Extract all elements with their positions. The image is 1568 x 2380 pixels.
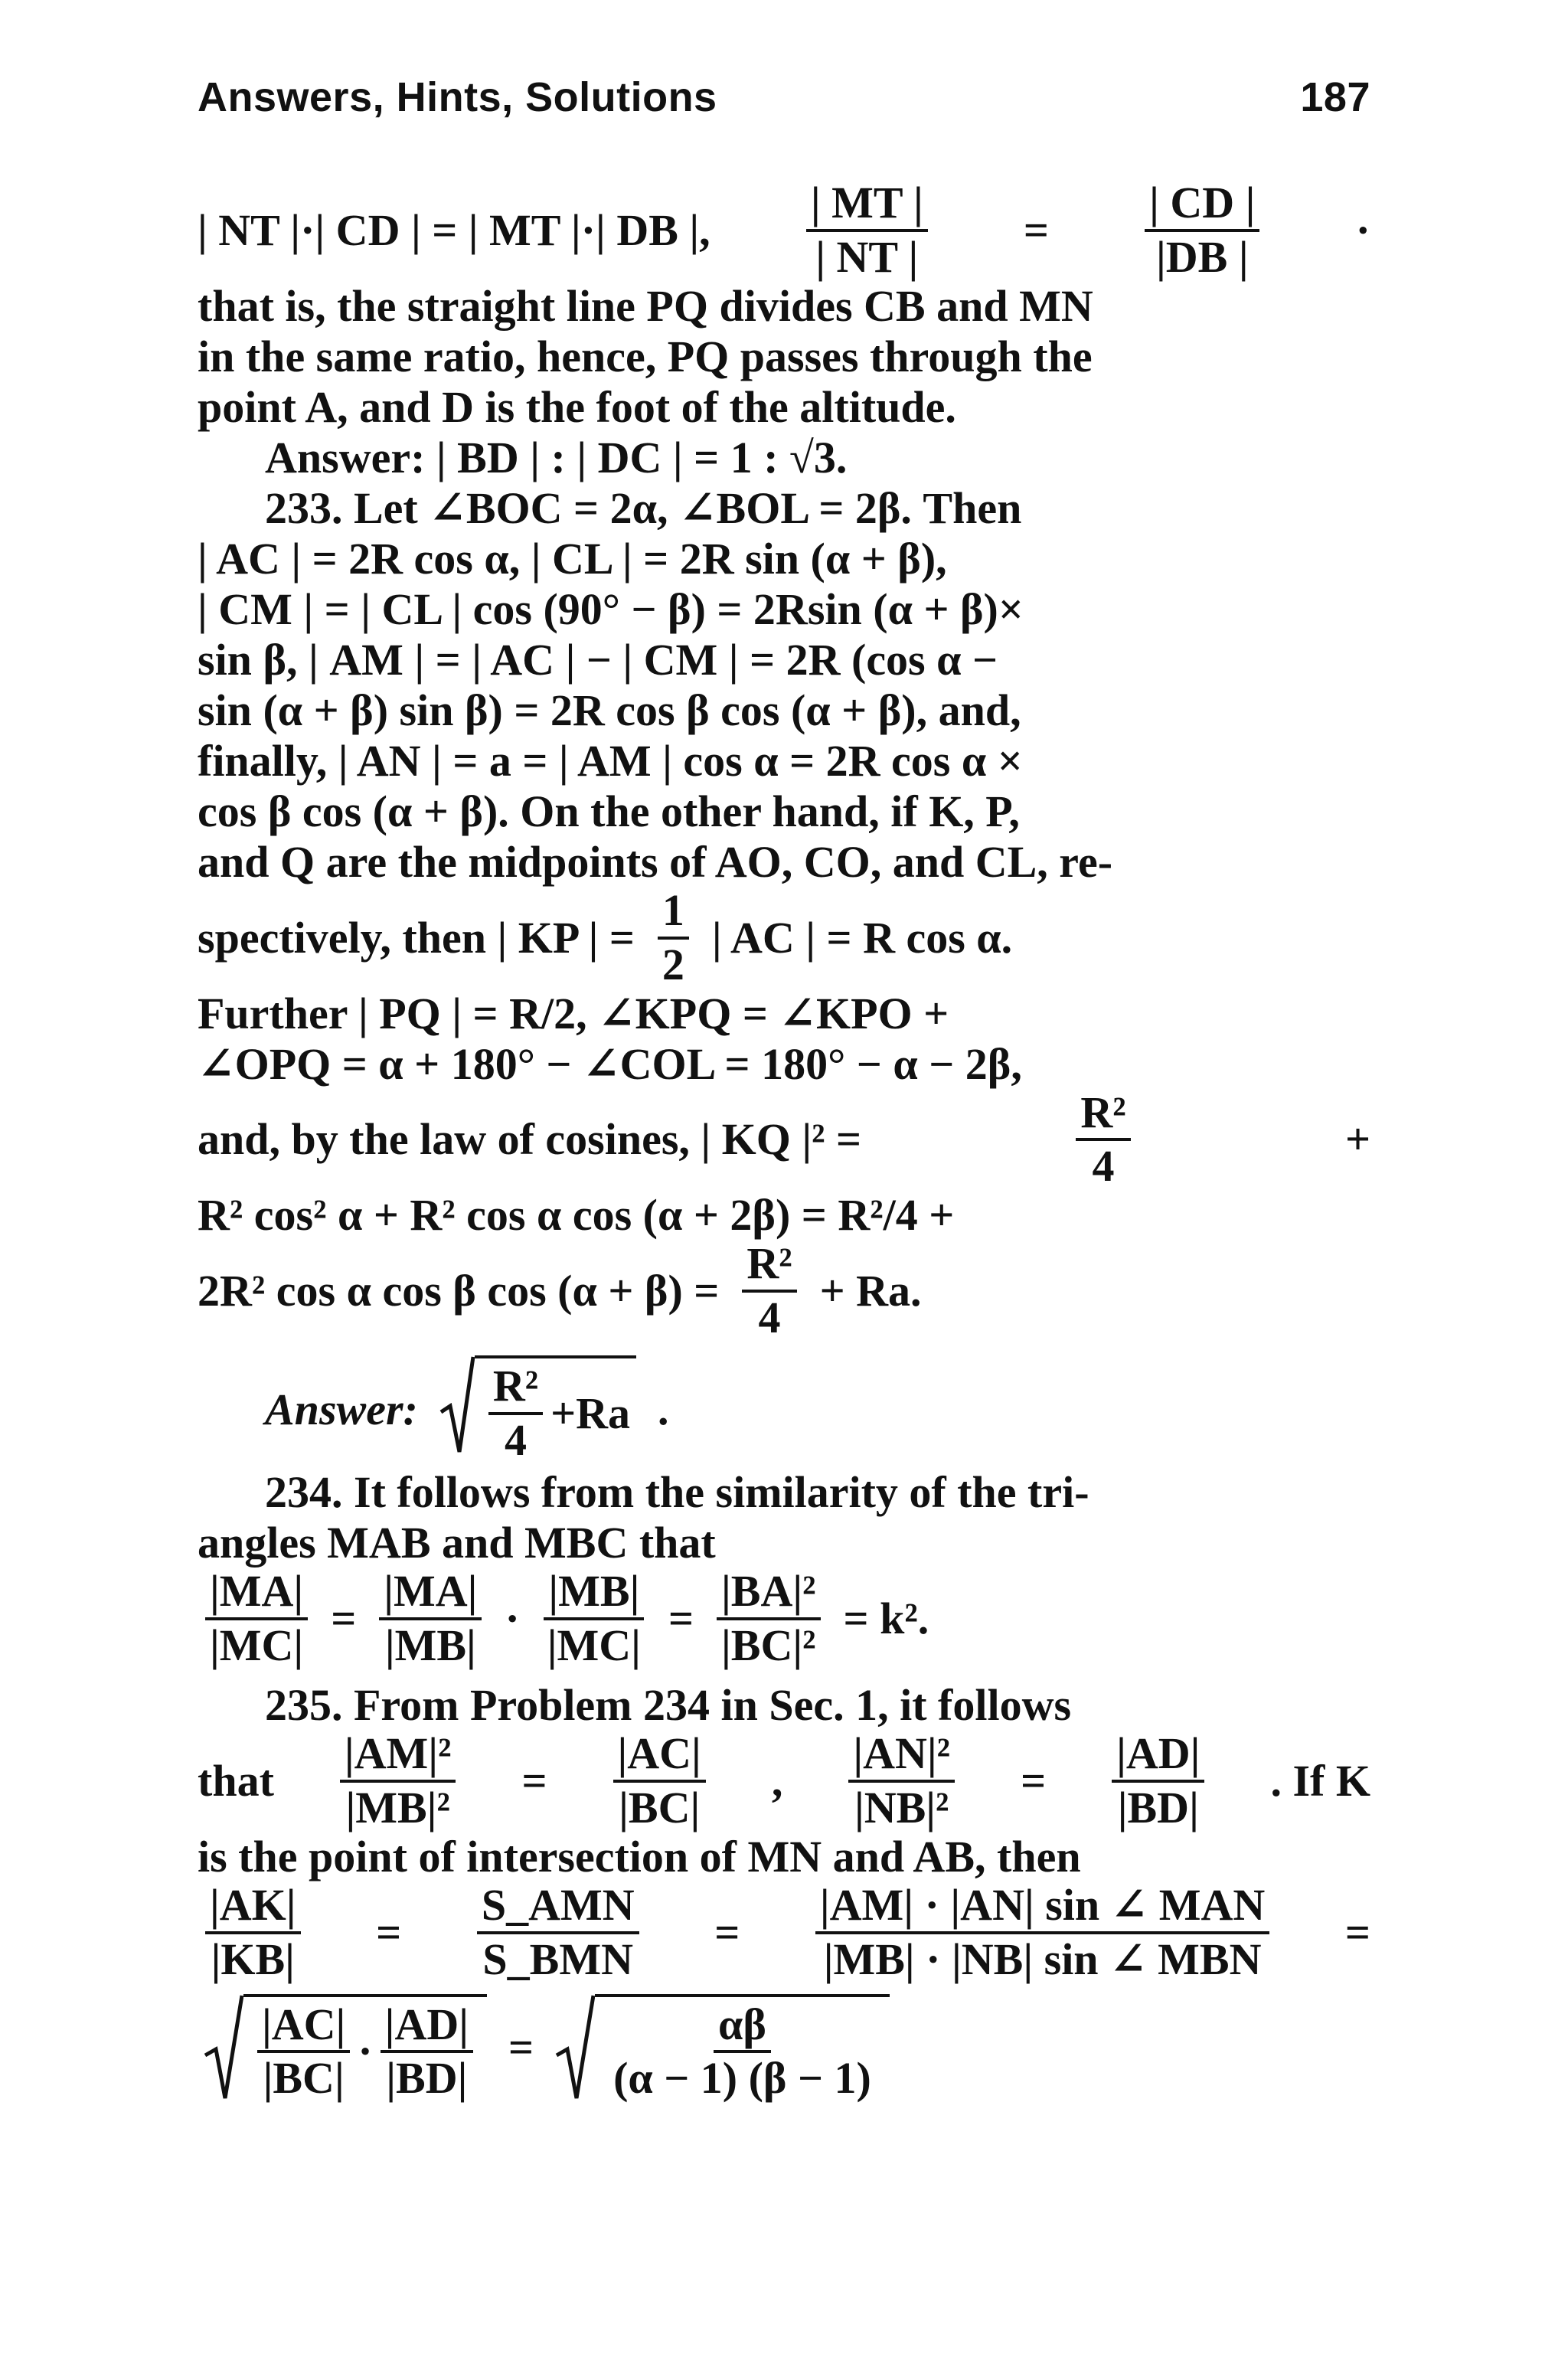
text-line: ∠OPQ = α + 180° − ∠COL = 180° − α − 2β, [198,1038,1022,1089]
line-law-of-cosines: and, by the law of cosines, | KQ |² = $\frac{\text{R²}}{4}$ + [198,1087,1370,1192]
running-header [198,74,1370,121]
text-line: cos β cos (α + β). On the other hand, if K, P, [198,786,1020,836]
text-line: Further | PQ | = R/2, ∠KPQ = ∠KPO + [198,988,949,1038]
fraction-r2-4: $\frac{\text{R²}}{4}$ [742,1241,796,1342]
answer-233: Answer: $\frac{\text{R²}}{4}$ +Ra . [198,1352,1370,1467]
text-line: point A, and D is the foot of the altitude. [198,381,956,432]
line-area-ratio: $\frac{|AK|}{|KB|}$ = $\frac{\text{S\_AMN}}{\text{S\_BMN}}$ = $\frac{\text{|AM| · |AN| sin ∠ MAN}}{\text{|MB| · |NB| sin ∠ MBN}}$ = [198,1882,1370,1983]
text-line: | CM | = | CL | cos (90° − β) = 2Rsin (α + β)× [198,584,1024,634]
text-line: angles MAB and MBC that [198,1518,716,1568]
square-root: $\frac{|AC|}{|BC|}$ · $\frac{|AD|}{|BD|}$ [204,1994,487,2103]
square-root: $\frac{\alpha\beta}{(\alpha - 1) (\beta - 1)}$ [555,1994,890,2103]
fraction-cd-db: $\frac{| CD |}{|DB |}$ [1145,180,1259,281]
fraction-mt-nt: $\frac{| MT |}{| NT |}$ [806,180,928,281]
fraction-r2-4: $\frac{\text{R²}}{4}$ [488,1363,543,1464]
text-line: finally, | AN | = a = | AM | cos α = 2R cos α × [198,735,1023,786]
radical-sign-icon [555,1994,595,2103]
header-title: Answers, Hints, Solutions [198,74,717,120]
text-line: sin β, | AM | = | AC | − | CM | = 2R (cos α − [198,634,998,685]
page-number: 187 [1300,74,1370,120]
text-line: is the point of intersection of MN and AB, then [198,1831,1081,1881]
problem-235-start: 235. From Problem 234 in Sec. 1, it follows [265,1679,1072,1730]
answer-232: Answer: | BD | : | DC | = 1 : √3. [265,432,848,482]
line-final-root: $\frac{|AC|}{|BC|}$ · $\frac{|AD|}{|BD|}$ = $\frac{\alpha\beta}{(\alpha - 1) (\beta - 1)}$ [198,1983,1370,2113]
line-that-ratios: that $\frac{\text{|AM|²}}{\text{|MB|²}}$ = $\frac{|AC|}{|BC|}$ , $\frac{\text{|AN|²}}{\text{|NB|²}}$ = $\frac{|AD|}{|BD|}$ . If K [198,1728,1370,1832]
ratio-product-equation: | NT |·| CD | = | MT |·| DB |, [198,204,710,255]
text-line: in the same ratio, hence, PQ passes through the [198,331,1093,381]
text-line: sin (α + β) sin β) = 2R cos β cos (α + β), and, [198,685,1021,735]
line-kp: spectively, then | KP | = $\frac{1}{2}$ | AC | = R cos α. [198,884,1013,989]
radical-sign-icon [204,1994,243,2103]
fraction-one-half: $\frac{1}{2}$ [658,888,689,989]
text-line: that is, the straight line PQ divides CB and MN [198,280,1093,331]
fraction-r2-4: $\frac{\text{R²}}{4}$ [1076,1090,1130,1191]
line-1: | NT |·| CD | = | MT |·| DB |, $\frac{| MT |}{| NT |}$ = $\frac{| CD |}{|DB |}$ · [198,178,1370,282]
square-root: $\frac{\text{R²}}{4}$ +Ra [439,1355,636,1464]
line-kq-result: 2R² cos α cos β cos (α + β) = $\frac{\text{R²}}{4}$ + Ra. [198,1238,922,1343]
radical-sign-icon [439,1355,475,1464]
answers-text [198,180,1370,2113]
line-similarity-ratio: $\frac{|MA|}{|MC|}$ = $\frac{|MA|}{|MB|}$ · $\frac{|MB|}{|MC|}$ = $\frac{\text{|BA|²}}{\text{|BC|²}}$ = k². [198,1568,1370,1669]
text-line: and Q are the midpoints of AO, CO, and CL, re- [198,836,1113,887]
text-line: | AC | = 2R cos α, | CL | = 2R sin (α + β), [198,533,947,584]
problem-234-start: 234. It follows from the similarity of the tri- [265,1467,1089,1518]
text-line: R² cos² α + R² cos α cos (α + 2β) = R²/4 + [198,1190,955,1241]
problem-233-start: 233. Let ∠BOC = 2α, ∠BOL = 2β. Then [265,482,1022,533]
